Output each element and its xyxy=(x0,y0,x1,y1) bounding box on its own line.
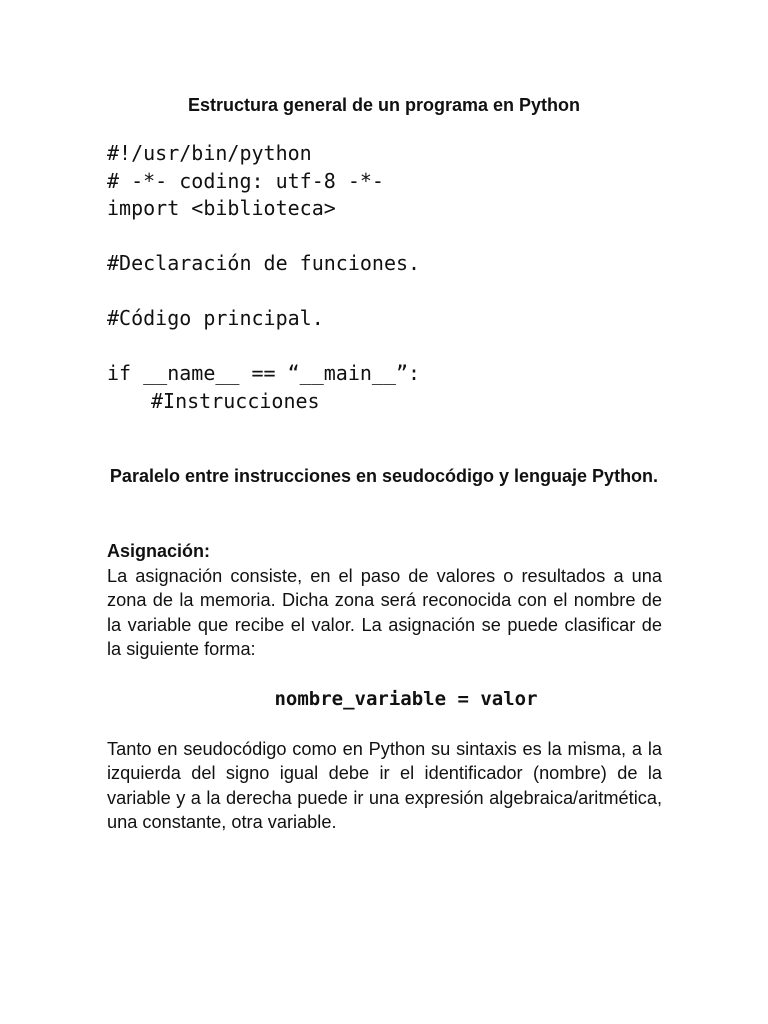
code-line-coding: # -*- coding: utf-8 -*- xyxy=(107,168,384,193)
code-line-blank xyxy=(107,333,707,361)
assignment-formula: nombre_variable = valor xyxy=(274,688,538,710)
code-line-blank xyxy=(107,223,707,251)
code-line-shebang: #!/usr/bin/python xyxy=(107,141,312,165)
code-line-instructions: #Instrucciones xyxy=(151,388,320,413)
code-block xyxy=(107,140,707,415)
code-line-if-main: if __name__ == “__main__”: xyxy=(107,361,421,385)
section-title: Paralelo entre instrucciones en seudocódigo y lenguaje Python. xyxy=(109,466,659,486)
assignment-description: La asignación consiste, en el paso de valores o resultados a una zona de la memoria. Dicha zona será reconocida con el nombre de la variable que recibe el valor. La asignación se puede clasificar de la siguiente forma: xyxy=(107,566,662,660)
syntax-description: Tanto en seudocódigo como en Python su sintaxis es la misma, a la izquierda del signo igual debe ir el identificador (nombre) de la variable y a la derecha puede ir una expresión algebraica/aritmética, una constante, otra variable. xyxy=(107,739,662,833)
code-line-main-comment: #Código principal. xyxy=(107,306,324,330)
section-label-assignment: Asignación: xyxy=(107,541,211,561)
code-line-import: import <biblioteca> xyxy=(107,196,336,220)
code-line-blank xyxy=(107,278,707,306)
code-line-functions-comment: #Declaración de funciones. xyxy=(107,251,421,275)
page-title: Estructura general de un programa en Python xyxy=(187,95,581,115)
